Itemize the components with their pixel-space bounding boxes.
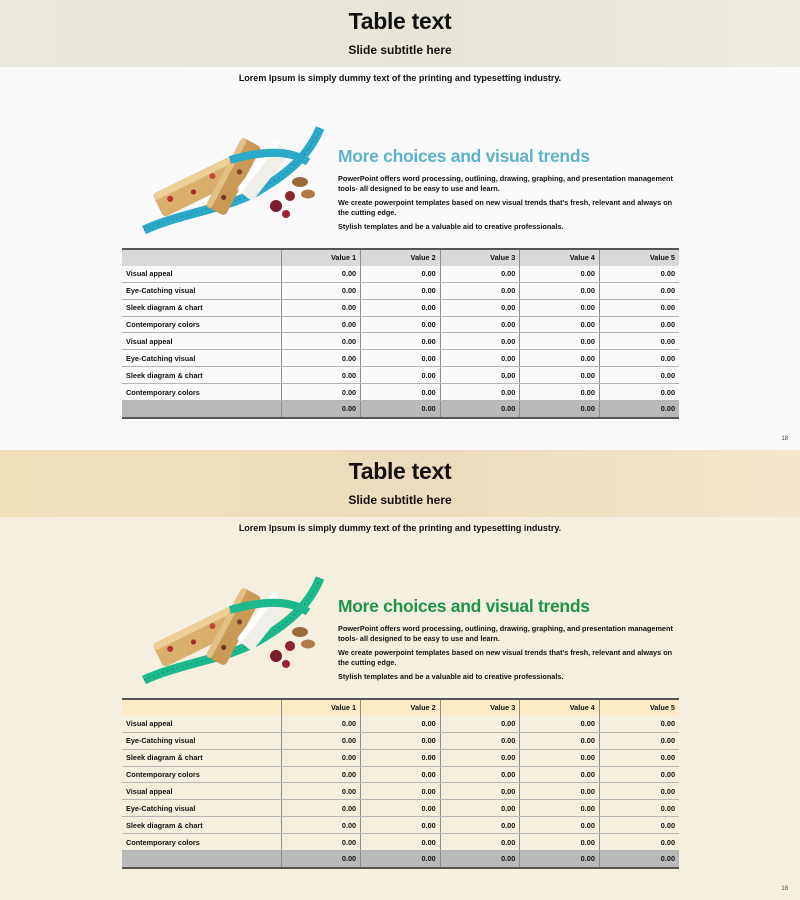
table-cell: 0.00 (281, 316, 361, 333)
table-cell: 0.00 (281, 716, 361, 732)
table-cell: 0.00 (361, 817, 441, 834)
table-row (122, 800, 679, 817)
total-cell: 0.00 (599, 401, 679, 418)
table-cell: 0.00 (281, 384, 361, 401)
table-cell: 0.00 (599, 817, 679, 834)
table-cell: 0.00 (361, 749, 441, 766)
column-header: Value 3 (440, 249, 520, 266)
table-row (122, 766, 679, 783)
content-paragraph: Stylish templates and be a valuable aid to creative professionals. (338, 222, 564, 231)
table-cell: 0.00 (599, 783, 679, 800)
table-cell: 0.00 (281, 783, 361, 800)
content-paragraph: PowerPoint offers word processing, outlining, drawing, graphing, and presentation management tools- all designed to be easy to use and learn. (338, 624, 673, 643)
content-block (338, 146, 680, 236)
table-cell: 0.00 (281, 817, 361, 834)
table-cell: 0.00 (599, 384, 679, 401)
table-cell: 0.00 (361, 266, 441, 282)
table-cell: 0.00 (440, 783, 520, 800)
table-total-row (122, 401, 679, 418)
table-cell: 0.00 (599, 716, 679, 732)
total-cell: 0.00 (440, 401, 520, 418)
table-cell: 0.00 (281, 834, 361, 851)
row-label: Sleek diagram & chart (122, 749, 281, 766)
data-table (122, 248, 679, 419)
table-cell: 0.00 (599, 282, 679, 299)
page-number: 18 (781, 886, 788, 892)
table-cell: 0.00 (440, 282, 520, 299)
table-row (122, 749, 679, 766)
row-label: Eye-Catching visual (122, 350, 281, 367)
table-cell: 0.00 (361, 384, 441, 401)
row-label: Eye-Catching visual (122, 732, 281, 749)
table-header-row (122, 249, 679, 266)
row-label: Eye-Catching visual (122, 282, 281, 299)
row-label: Contemporary colors (122, 766, 281, 783)
table-cell: 0.00 (520, 282, 600, 299)
data-table (122, 698, 679, 869)
slide-2 (0, 450, 800, 900)
table-row (122, 333, 679, 350)
column-header: Value 3 (440, 699, 520, 716)
content-block (338, 596, 680, 686)
table-cell: 0.00 (599, 732, 679, 749)
column-header: Value 4 (520, 699, 600, 716)
table-row (122, 299, 679, 316)
table-cell: 0.00 (440, 299, 520, 316)
table-cell: 0.00 (599, 800, 679, 817)
table-cell: 0.00 (440, 766, 520, 783)
total-cell: 0.00 (599, 851, 679, 868)
table-row (122, 367, 679, 384)
granola-bars-image (138, 122, 328, 242)
table-cell: 0.00 (361, 316, 441, 333)
table-cell: 0.00 (281, 749, 361, 766)
table-cell: 0.00 (520, 384, 600, 401)
table-row (122, 834, 679, 851)
table-cell: 0.00 (520, 834, 600, 851)
table-row (122, 732, 679, 749)
table-cell: 0.00 (361, 333, 441, 350)
total-cell: 0.00 (281, 851, 361, 868)
table-cell: 0.00 (281, 266, 361, 282)
column-header: Value 2 (361, 249, 441, 266)
slide-title: Table text (348, 458, 452, 484)
total-cell: 0.00 (281, 401, 361, 418)
table-cell: 0.00 (440, 732, 520, 749)
table-cell: 0.00 (281, 800, 361, 817)
content-paragraph: We create powerpoint templates based on new visual trends that's fresh, relevant and always on the cutting edge. (338, 198, 673, 217)
table-cell: 0.00 (520, 783, 600, 800)
content-paragraph: We create powerpoint templates based on new visual trends that's fresh, relevant and always on the cutting edge. (338, 648, 673, 667)
table-cell: 0.00 (440, 266, 520, 282)
total-cell: 0.00 (520, 401, 600, 418)
table-cell: 0.00 (361, 282, 441, 299)
column-header: Value 1 (281, 249, 361, 266)
row-label: Visual appeal (122, 783, 281, 800)
table-cell: 0.00 (599, 766, 679, 783)
table-row (122, 783, 679, 800)
table-cell: 0.00 (361, 732, 441, 749)
table-cell: 0.00 (361, 800, 441, 817)
total-label (122, 401, 281, 418)
table-row (122, 282, 679, 299)
table-cell: 0.00 (520, 299, 600, 316)
table-row (122, 266, 679, 282)
row-label: Contemporary colors (122, 384, 281, 401)
table-cell: 0.00 (520, 817, 600, 834)
column-header: Value 5 (599, 699, 679, 716)
page-number: 18 (781, 436, 788, 442)
table-row (122, 817, 679, 834)
table-cell: 0.00 (599, 333, 679, 350)
column-header: Value 1 (281, 699, 361, 716)
table-cell: 0.00 (599, 316, 679, 333)
table-cell: 0.00 (520, 350, 600, 367)
table-cell: 0.00 (281, 367, 361, 384)
table-cell: 0.00 (520, 333, 600, 350)
row-label: Eye-Catching visual (122, 800, 281, 817)
slide-title: Table text (348, 8, 452, 34)
table-header-row (122, 699, 679, 716)
table-cell: 0.00 (440, 350, 520, 367)
row-label: Contemporary colors (122, 316, 281, 333)
table-cell: 0.00 (440, 316, 520, 333)
table-cell: 0.00 (599, 350, 679, 367)
table-cell: 0.00 (440, 749, 520, 766)
row-label: Visual appeal (122, 333, 281, 350)
row-label: Sleek diagram & chart (122, 299, 281, 316)
total-cell: 0.00 (440, 851, 520, 868)
column-header: Value 4 (520, 249, 600, 266)
total-label (122, 851, 281, 868)
table-cell: 0.00 (520, 732, 600, 749)
table-cell: 0.00 (361, 783, 441, 800)
table-cell: 0.00 (361, 350, 441, 367)
table-cell: 0.00 (440, 333, 520, 350)
table-cell: 0.00 (361, 367, 441, 384)
row-label: Contemporary colors (122, 834, 281, 851)
table-row (122, 384, 679, 401)
column-header (122, 249, 281, 266)
table-cell: 0.00 (361, 299, 441, 316)
table-cell: 0.00 (440, 384, 520, 401)
total-cell: 0.00 (361, 851, 441, 868)
table-cell: 0.00 (599, 266, 679, 282)
table-cell: 0.00 (520, 766, 600, 783)
table-cell: 0.00 (361, 766, 441, 783)
table-cell: 0.00 (599, 749, 679, 766)
intro-text: Lorem Ipsum is simply dummy text of the printing and typesetting industry. (238, 523, 562, 533)
table-cell: 0.00 (520, 800, 600, 817)
column-header: Value 2 (361, 699, 441, 716)
total-cell: 0.00 (361, 401, 441, 418)
slide-subtitle: Slide subtitle here (348, 493, 452, 507)
table-total-row (122, 851, 679, 868)
column-header: Value 5 (599, 249, 679, 266)
table-cell: 0.00 (361, 834, 441, 851)
table-row (122, 350, 679, 367)
table-cell: 0.00 (281, 299, 361, 316)
content-headline: More choices and visual trends (338, 146, 590, 166)
slide-subtitle: Slide subtitle here (348, 43, 452, 57)
table-cell: 0.00 (599, 834, 679, 851)
granola-bars-image (138, 572, 328, 692)
table-row (122, 316, 679, 333)
table-cell: 0.00 (440, 716, 520, 732)
table-cell: 0.00 (281, 732, 361, 749)
table-cell: 0.00 (361, 716, 441, 732)
intro-text: Lorem Ipsum is simply dummy text of the printing and typesetting industry. (238, 73, 562, 83)
table-cell: 0.00 (281, 333, 361, 350)
content-headline: More choices and visual trends (338, 596, 590, 616)
table-cell: 0.00 (440, 367, 520, 384)
total-cell: 0.00 (520, 851, 600, 868)
table-cell: 0.00 (281, 350, 361, 367)
content-paragraph: Stylish templates and be a valuable aid to creative professionals. (338, 672, 564, 681)
table-cell: 0.00 (440, 800, 520, 817)
table-row (122, 716, 679, 732)
row-label: Sleek diagram & chart (122, 367, 281, 384)
table-cell: 0.00 (440, 834, 520, 851)
content-paragraph: PowerPoint offers word processing, outlining, drawing, graphing, and presentation management tools- all designed to be easy to use and learn. (338, 174, 673, 193)
row-label: Visual appeal (122, 266, 281, 282)
table-cell: 0.00 (281, 766, 361, 783)
table-cell: 0.00 (520, 367, 600, 384)
table-cell: 0.00 (520, 749, 600, 766)
table-cell: 0.00 (599, 299, 679, 316)
row-label: Sleek diagram & chart (122, 817, 281, 834)
table-cell: 0.00 (520, 316, 600, 333)
table-cell: 0.00 (440, 817, 520, 834)
row-label: Visual appeal (122, 716, 281, 732)
table-cell: 0.00 (520, 716, 600, 732)
column-header (122, 699, 281, 716)
table-cell: 0.00 (520, 266, 600, 282)
table-cell: 0.00 (281, 282, 361, 299)
table-cell: 0.00 (599, 367, 679, 384)
